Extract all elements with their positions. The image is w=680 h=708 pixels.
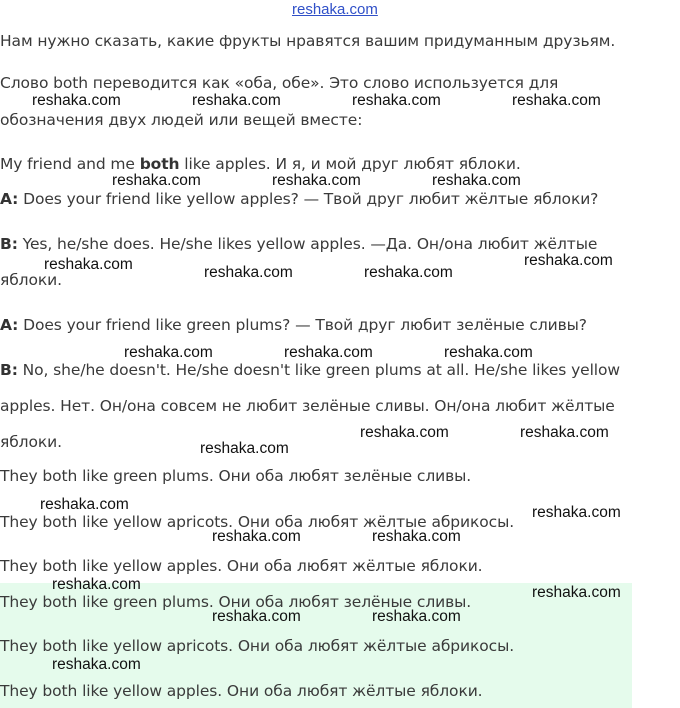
watermark: reshaka.com [512,92,601,109]
example-pre: My friend and me [0,155,140,173]
watermark: reshaka.com [204,264,293,281]
watermark: reshaka.com [44,256,133,273]
watermark: reshaka.com [432,172,521,189]
dialog2-b-text: No, she/he doesn't. He/she doesn't like green plums at all. He/she likes yellow [17,361,620,379]
dialog1-b [0,235,597,253]
watermark: reshaka.com [520,424,609,441]
dialog1-a [0,190,598,208]
explain-text-line2: обозначения двух людей или вещей вместе: [0,111,363,129]
dialog2-b-line2: apples. Нет. Он/она совсем не любит зелёные сливы. Он/она любит жёлтые [0,397,615,415]
watermark: reshaka.com [200,440,289,457]
highlighted-answer-line: They both like green plums. Они оба любят зелёные сливы. [0,593,472,611]
watermark: reshaka.com [212,608,301,625]
speaker-a-label: A: [0,316,19,334]
dialog2-b-line3: яблоки. [0,433,62,451]
site-link[interactable]: reshaka.com [292,1,378,18]
watermark: reshaka.com [32,92,121,109]
watermark: reshaka.com [524,252,613,269]
dialog1-b-line2: яблоки. [0,271,62,289]
dialog2-a [0,316,587,334]
watermark: reshaka.com [532,584,621,601]
dialog2-b [0,361,620,379]
watermark: reshaka.com [52,656,141,673]
watermark: reshaka.com [272,172,361,189]
speaker-b-label: B: [0,361,18,379]
dialog1-a-text: Does your friend like yellow apples? — Твой друг любит жёлтые яблоки? [18,190,599,208]
watermark: reshaka.com [532,504,621,521]
watermark: reshaka.com [212,528,301,545]
watermark: reshaka.com [352,92,441,109]
watermark: reshaka.com [360,424,449,441]
explain-text-line1: Слово both переводится как «оба, обе». Это слово используется для [0,74,559,92]
speaker-b-label: B: [0,235,18,253]
watermark: reshaka.com [112,172,201,189]
watermark: reshaka.com [372,528,461,545]
highlighted-answer-line: They both like yellow apricots. Они оба любят жёлтые абрикосы. [0,637,515,655]
watermark: reshaka.com [284,344,373,361]
watermark: reshaka.com [192,92,281,109]
highlighted-answer-line: They both like yellow apples. Они оба любят жёлтые яблоки. [0,682,483,700]
example-sentence [0,155,521,173]
watermark: reshaka.com [444,344,533,361]
answer-line: They both like yellow apricots. Они оба любят жёлтые абрикосы. [0,513,515,531]
watermark: reshaka.com [372,608,461,625]
dialog2-a-text: Does your friend like green plums? — Твой друг любит зелёные сливы? [18,316,587,334]
speaker-a-label: A: [0,190,19,208]
answer-line: They both like green plums. Они оба любят зелёные сливы. [0,467,472,485]
dialog1-b-text: Yes, he/she does. He/she likes yellow apples. —Да. Он/она любит жёлтые [17,235,598,253]
intro-text: Нам нужно сказать, какие фрукты нравятся вашим придуманным друзьям. [0,32,616,50]
watermark: reshaka.com [124,344,213,361]
answer-line: They both like yellow apples. Они оба любят жёлтые яблоки. [0,557,483,575]
watermark: reshaka.com [52,576,141,593]
example-bold-word: both [139,155,180,173]
example-post: like apples. И я, и мой друг любят яблоки. [179,155,521,173]
watermark: reshaka.com [364,264,453,281]
watermark: reshaka.com [40,496,129,513]
